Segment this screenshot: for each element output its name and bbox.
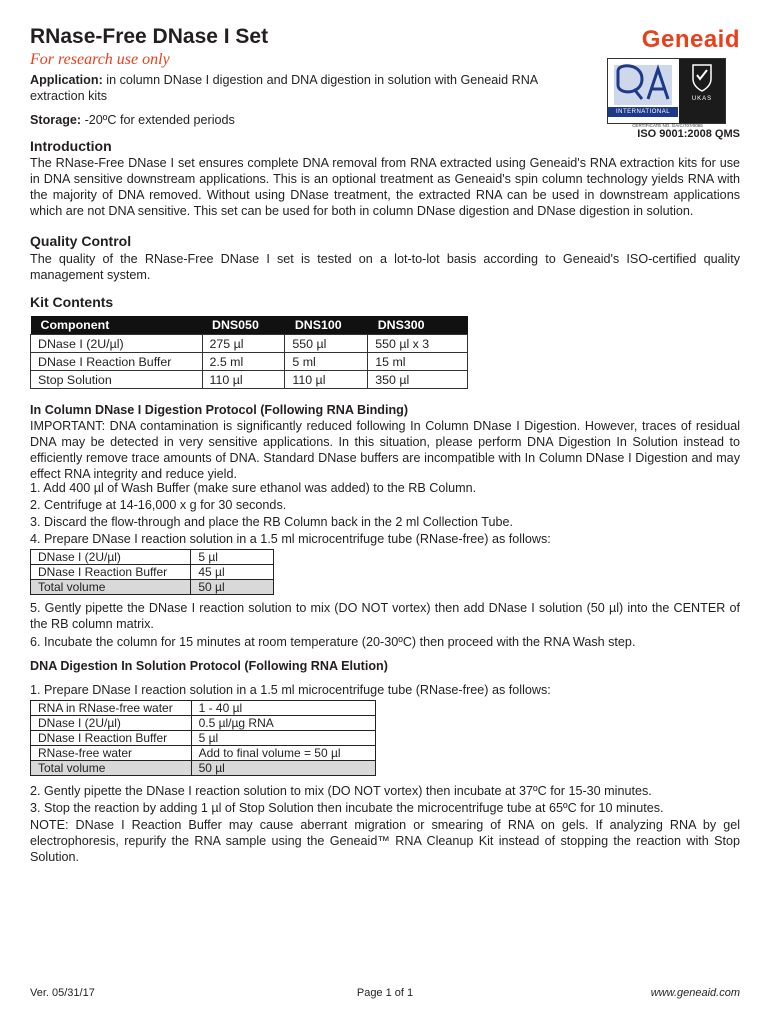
introduction-heading: Introduction	[30, 138, 112, 154]
application-line	[30, 72, 570, 104]
introduction-text: The RNase-Free DNase I set ensures complete DNA removal from RNA extracted using Geneaid's RNA extraction kits for use in DNA sensitive downstream applications. This is an optional treatment as Geneaid's spin column technology yields RNA with the majority of DNA removed. Without using DNase treatment, the extracted RNA can be used in downstream applications which are not DNA sensitive. This set can be used for both in column DNase digestion and DNase digestion in solution.	[30, 156, 740, 218]
table-cell: 5 µl	[191, 550, 274, 565]
in-column-step-5: 5. Gently pipette the DNase I reaction solution to mix (DO NOT vortex) then add DNase I solution (50 µl) into the CENTER of the RB column matrix.	[30, 601, 740, 631]
table-row	[31, 550, 274, 565]
in-column-step-6: 6. Incubate the column for 15 minutes at room temperature (20-30ºC) then proceed with the RNA Wash step.	[30, 635, 636, 649]
table-cell: 0.5 µl/µg RNA	[191, 716, 375, 731]
geneaid-logo	[590, 26, 740, 54]
table-cell: DNase I Reaction Buffer	[31, 353, 203, 371]
table-cell: 550 µl	[285, 335, 368, 353]
in-solution-step-3: 3. Stop the reaction by adding 1 µl of Stop Solution then incubate the microcentrifuge tube at 65ºC for 10 minutes.	[30, 801, 664, 815]
table-cell: 275 µl	[202, 335, 285, 353]
in-solution-note: NOTE: DNase I Reaction Buffer may cause aberrant migration or smearing of RNA on gels. If analyzing RNA by gel electrophoresis, repurify the RNA sample using the Geneaid™ RNA Cleanup Kit instead of stopping the reaction with Stop Solution.	[30, 818, 740, 864]
quality-control-heading: Quality Control	[30, 233, 132, 249]
storage-line	[30, 112, 235, 128]
qa-mark-icon	[608, 59, 678, 123]
table-cell: 1 - 40 µl	[191, 701, 375, 716]
table-cell: 2.5 ml	[202, 353, 285, 371]
in-column-step-4: 4. Prepare DNase I reaction solution in a 1.5 ml microcentrifuge tube (RNase-free) as follows:	[30, 532, 551, 546]
in-solution-step-1: 1. Prepare DNase I reaction solution in a 1.5 ml microcentrifuge tube (RNase-free) as follows:	[30, 683, 551, 697]
storage-text: -20ºC for extended periods	[81, 113, 235, 127]
table-cell: Total volume	[31, 580, 191, 595]
footer-website-link[interactable]: www.geneaid.com	[650, 987, 740, 999]
storage-label: Storage:	[30, 113, 82, 127]
table-row-total	[31, 761, 376, 776]
table-row	[31, 353, 468, 371]
in-column-step-3: 3. Discard the flow-through and place the RB Column back in the 2 ml Collection Tube.	[30, 515, 514, 529]
column-header: Component	[31, 316, 203, 335]
ukas-mark-icon	[679, 59, 725, 123]
in-column-protocol-heading: In Column DNase I Digestion Protocol (Following RNA Binding)	[30, 403, 409, 417]
table-cell: 50 µl	[191, 761, 375, 776]
table-cell: RNA in RNase-free water	[31, 701, 192, 716]
table-cell: 45 µl	[191, 565, 274, 580]
in-solution-step-2: 2. Gently pipette the DNase I reaction solution to mix (DO NOT vortex) then incubate at 37ºC for 15-30 minutes.	[30, 784, 652, 798]
table-row	[31, 731, 376, 746]
table-row	[31, 335, 468, 353]
research-use-notice: For research use only	[30, 51, 170, 68]
badge-international-label: INTERNATIONAL	[608, 107, 678, 117]
table-cell: 110 µl	[285, 371, 368, 389]
table-cell: DNase I Reaction Buffer	[31, 565, 191, 580]
in-column-step-1: 1. Add 400 µl of Wash Buffer (make sure ethanol was added) to the RB Column.	[30, 481, 477, 495]
table-row	[31, 371, 468, 389]
column-header: DNS100	[285, 316, 368, 335]
table-row	[31, 746, 376, 761]
ukas-label: UKAS	[691, 96, 713, 102]
column-header: DNS050	[202, 316, 285, 335]
table-cell: RNase-free water	[31, 746, 192, 761]
footer-version: Ver. 05/31/17	[30, 987, 95, 999]
table-cell: DNase I (2U/µl)	[31, 550, 191, 565]
table-header-row	[31, 316, 468, 335]
kit-contents-table	[30, 316, 468, 389]
table-cell: DNase I (2U/µl)	[31, 716, 192, 731]
table-cell: Total volume	[31, 761, 192, 776]
table-cell: 550 µl x 3	[368, 335, 468, 353]
table-cell: DNase I Reaction Buffer	[31, 731, 192, 746]
table-cell: 350 µl	[368, 371, 468, 389]
kit-contents-heading: Kit Contents	[30, 294, 114, 310]
column-header: DNS300	[368, 316, 468, 335]
application-text: in column DNase I digestion and DNA digestion in solution with Geneaid RNA extraction kits	[30, 73, 538, 103]
table-cell: Stop Solution	[31, 371, 203, 389]
table-cell: DNase I (2U/µl)	[31, 335, 203, 353]
table-row	[31, 565, 274, 580]
table-row-total	[31, 580, 274, 595]
in-solution-reaction-table	[30, 700, 376, 776]
application-label: Application:	[30, 73, 103, 87]
table-cell: 50 µl	[191, 580, 274, 595]
brand-name: Geneaid	[641, 26, 740, 53]
quality-control-text: The quality of the RNase-Free DNase I set is tested on a lot-to-lot basis according to Geneaid's ISO-certified quality management system.	[30, 252, 740, 282]
table-row	[31, 701, 376, 716]
table-cell: Add to final volume = 50 µl	[191, 746, 375, 761]
in-column-important-note: IMPORTANT: DNA contamination is significantly reduced following In Column DNase I Digestion. However, traces of residual DNA may be detected in very sensitive applications. In this situation, please perform DNA Digestion In Solution instead to efficiently remove trace amounts of DNA. Standard DNase buffers are incompatible with In Column DNase I Digestion and may effect RNA integrity and reduce yield.	[30, 419, 740, 481]
document-page	[30, 0, 740, 1024]
document-title: RNase-Free DNase I Set	[30, 25, 269, 48]
in-solution-protocol-heading: DNA Digestion In Solution Protocol (Following RNA Elution)	[30, 659, 388, 673]
footer-page-number: Page 1 of 1	[356, 987, 414, 999]
certification-badge	[607, 58, 726, 124]
iso-certification: ISO 9001:2008 QMS	[637, 128, 740, 140]
table-cell: 15 ml	[368, 353, 468, 371]
in-column-reaction-table	[30, 549, 274, 595]
table-cell: 5 ml	[285, 353, 368, 371]
table-cell: 5 µl	[191, 731, 375, 746]
in-column-step-2: 2. Centrifuge at 14-16,000 x g for 30 seconds.	[30, 498, 287, 512]
table-cell: 110 µl	[202, 371, 285, 389]
table-row	[31, 716, 376, 731]
certificate-number: CERTIFICATE NO. GA/C/707/0065	[632, 123, 703, 128]
